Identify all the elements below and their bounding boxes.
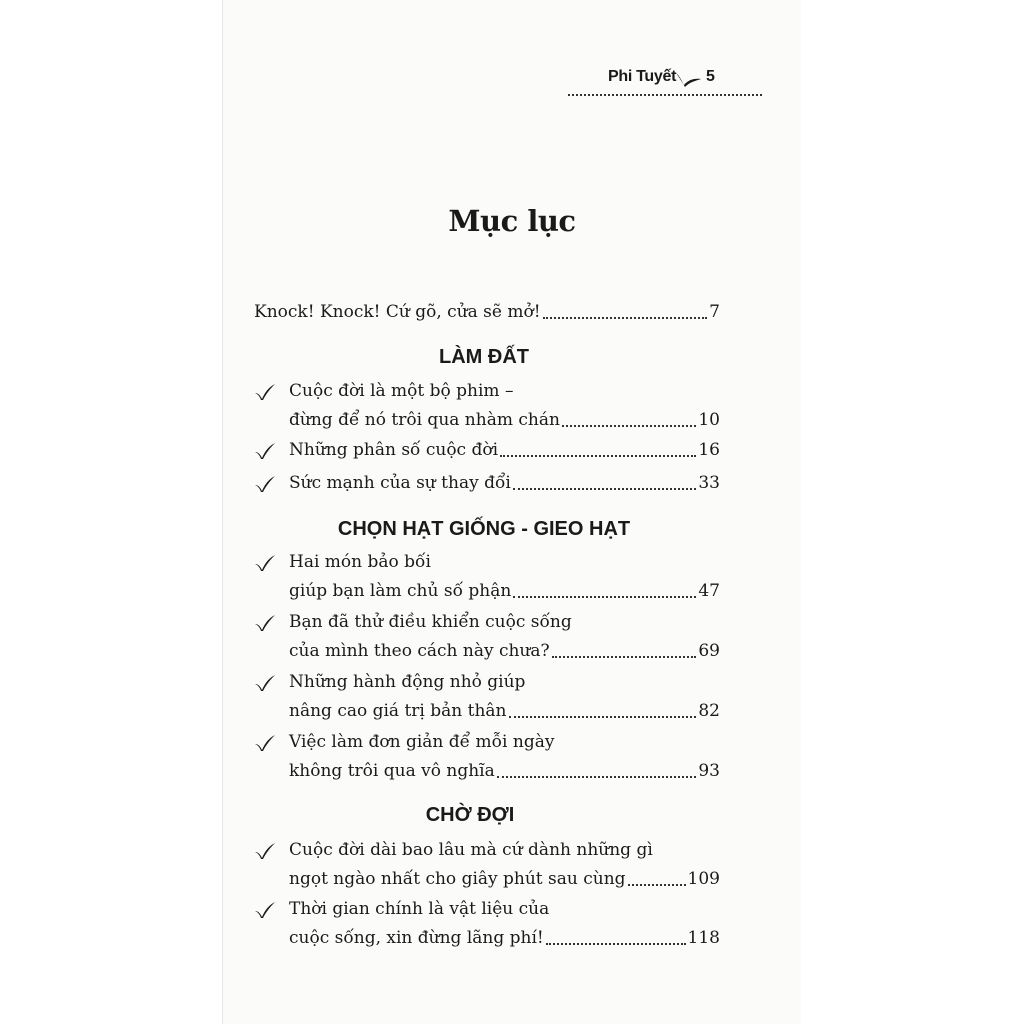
entry-page: 69	[698, 641, 720, 661]
entry-page: 118	[687, 928, 720, 948]
toc-title: Mục lục	[448, 204, 576, 238]
entry-title-line: Bạn đã thử điều khiển cuộc sống	[289, 612, 572, 632]
entry-title-line: ngọt ngào nhất cho giây phút sau cùng	[289, 869, 626, 889]
entry-title-line: Thời gian chính là vật liệu của	[289, 899, 550, 919]
toc-entry[interactable]	[254, 548, 720, 606]
bird-icon	[674, 70, 702, 88]
entry-title-line: cuộc sống, xin đừng lãng phí!	[289, 928, 544, 948]
running-head-author: Phi Tuyết	[608, 68, 677, 85]
dot-leader	[543, 316, 708, 319]
dot-leader	[562, 424, 696, 427]
bird-check-icon	[254, 614, 276, 632]
bird-check-icon	[254, 842, 276, 860]
toc-entry[interactable]	[254, 836, 720, 894]
entry-page: 16	[698, 440, 720, 460]
entry-page: 10	[698, 410, 720, 430]
bird-check-icon	[254, 674, 276, 692]
entry-title-line: Những phân số cuộc đời	[289, 440, 499, 460]
entry-title-line: nâng cao giá trị bản thân	[289, 701, 507, 721]
toc-entry[interactable]	[254, 728, 720, 786]
entry-title-line: Cuộc đời dài bao lâu mà cứ dành những gì	[289, 840, 653, 860]
entry-title-line: của mình theo cách này chưa?	[289, 641, 550, 661]
bird-check-icon	[254, 475, 276, 493]
section-heading: CHỌN HẠT GIỐNG - GIEO HẠT	[337, 518, 631, 540]
dot-leader	[552, 655, 697, 658]
entry-title-line: Những hành động nhỏ giúp	[289, 672, 526, 692]
toc-entry[interactable]	[254, 436, 720, 465]
entry-title-line: giúp bạn làm chủ số phận	[289, 581, 512, 601]
entry-title-line: Việc làm đơn giản để mỗi ngày	[289, 732, 555, 752]
bird-check-icon	[254, 901, 276, 919]
bird-check-icon	[254, 383, 276, 401]
entry-page: 7	[709, 302, 720, 322]
toc-entry[interactable]	[254, 608, 720, 666]
entry-title-line: Cuộc đời là một bộ phim –	[289, 381, 514, 401]
dot-leader	[500, 454, 696, 457]
bird-check-icon	[254, 554, 276, 572]
toc-entry[interactable]	[254, 668, 720, 726]
bird-check-icon	[254, 734, 276, 752]
dot-leader	[497, 775, 697, 778]
running-head	[568, 66, 762, 96]
toc-entry[interactable]	[254, 377, 720, 435]
dot-leader	[513, 595, 696, 598]
toc-entry-intro[interactable]	[254, 298, 720, 327]
entry-title-line: Hai món bảo bối	[289, 552, 431, 572]
dot-leader	[546, 942, 686, 945]
entry-page: 47	[698, 581, 720, 601]
entry-page: 109	[687, 869, 720, 889]
dot-leader	[513, 487, 697, 490]
section-heading: CHỜ ĐỢI	[425, 804, 515, 826]
entry-title-line: không trôi qua vô nghĩa	[289, 761, 495, 781]
entry-title: Knock! Knock! Cứ gõ, cửa sẽ mở!	[254, 302, 541, 322]
section-heading: LÀM ĐẤT	[439, 346, 529, 368]
entry-title-line: đừng để nó trôi qua nhàm chán	[289, 410, 560, 430]
dot-leader	[509, 715, 697, 718]
dot-leader	[628, 883, 686, 886]
bird-check-icon	[254, 442, 276, 460]
running-head-page: 5	[706, 68, 715, 85]
entry-page: 93	[698, 761, 720, 781]
toc-entry[interactable]	[254, 895, 720, 953]
entry-page: 82	[698, 701, 720, 721]
toc-entry[interactable]	[254, 469, 720, 498]
entry-title-line: Sức mạnh của sự thay đổi	[289, 473, 511, 493]
entry-page: 33	[698, 473, 720, 493]
